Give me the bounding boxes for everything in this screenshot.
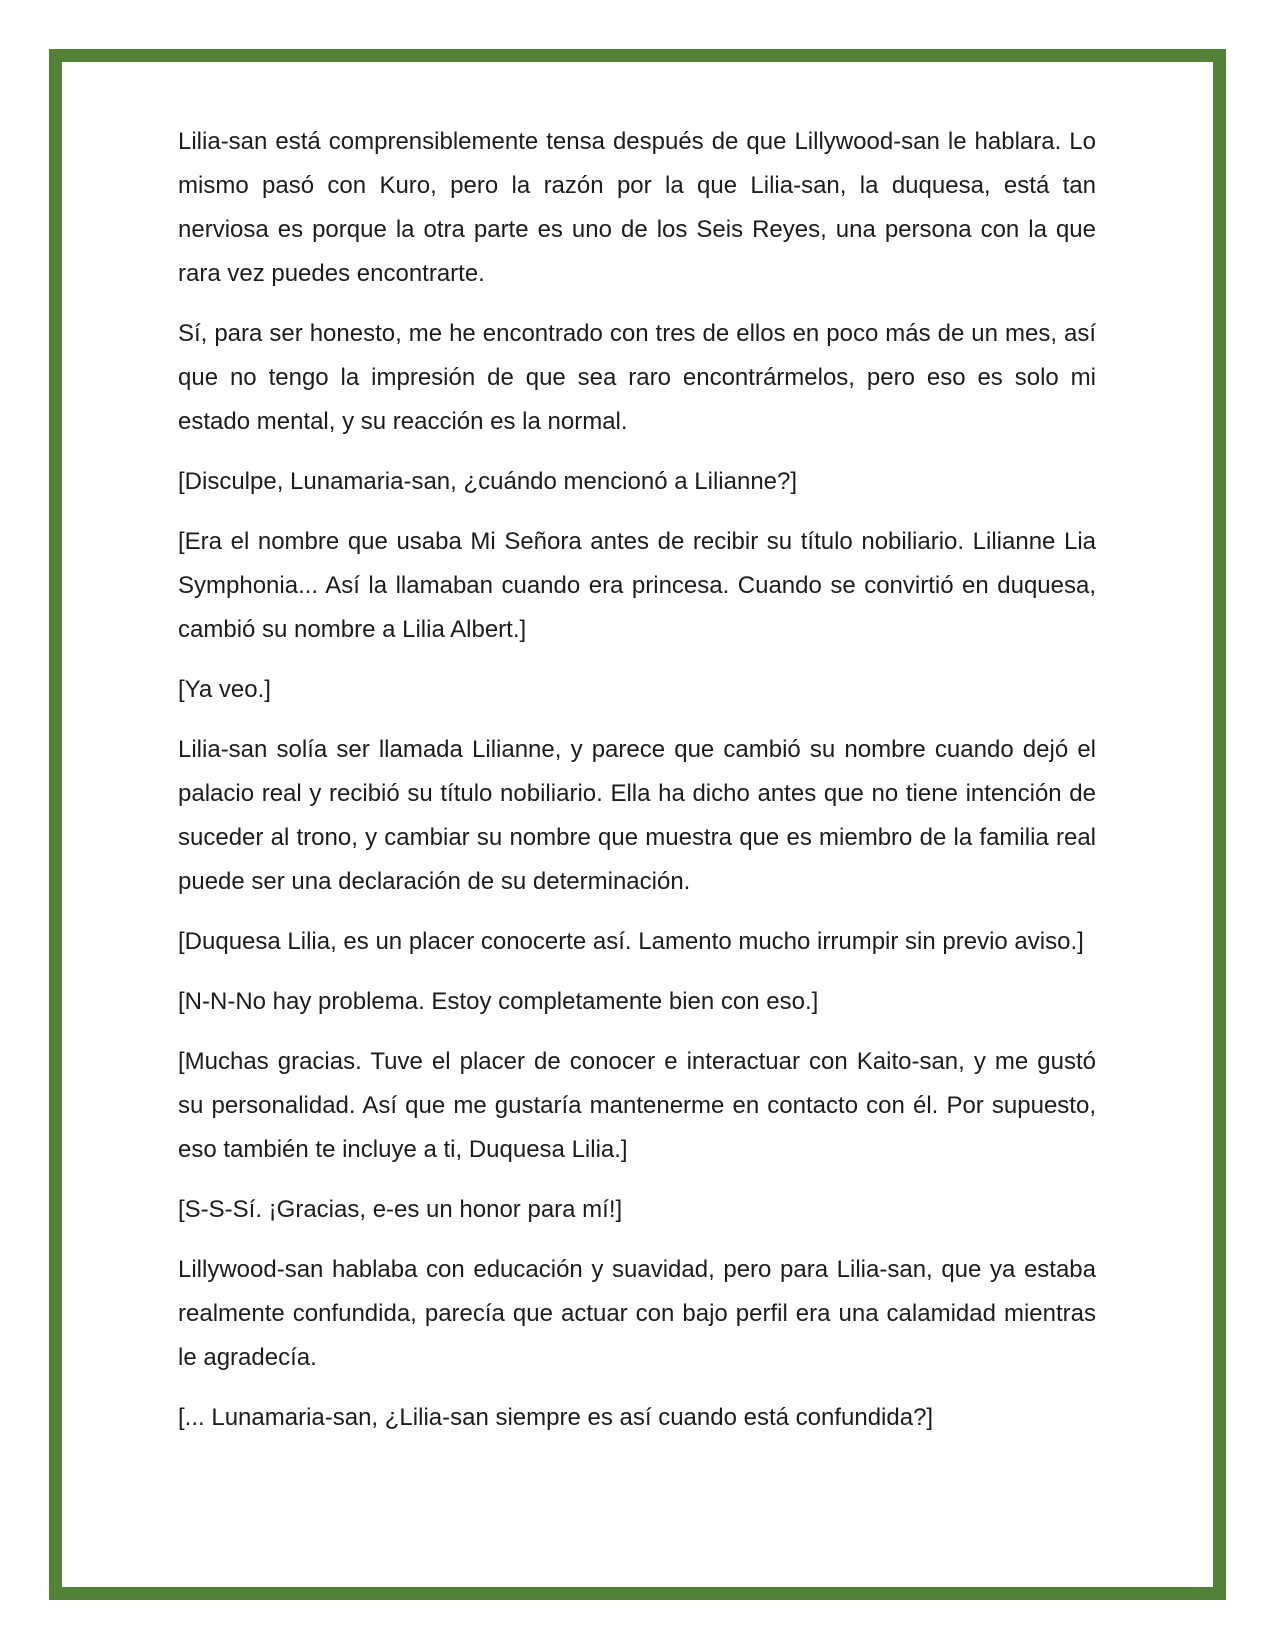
paragraph-2: Sí, para ser honesto, me he encontrado con tres de ellos en poco más de un mes, así que no tengo la impresión de que sea raro encontrármelos, pero eso es solo mi estado mental, y su reacción es la normal. — [178, 320, 1096, 435]
dialogue-line-3: [Disculpe, Lunamaria-san, ¿cuándo mencionó a Lilianne?] — [178, 468, 798, 495]
dialogue-line-8: [N-N-No hay problema. Estoy completamente bien con eso.] — [178, 988, 819, 1015]
dialogue-line-9: [Muchas gracias. Tuve el placer de conocer e interactuar con Kaito-san, y me gustó su personalidad. Así que me gustaría mantenerme en contacto con él. Por supuesto, eso también te incluye a ti, Duquesa Lilia.] — [178, 1048, 1096, 1163]
dialogue-line-4: [Era el nombre que usaba Mi Señora antes de recibir su título nobiliario. Lilianne Lia Symphonia... Así la llamaban cuando era princesa. Cuando se convirtió en duquesa, cambió su nombre a Lilia Albert.] — [178, 528, 1096, 643]
dialogue-line-12: [... Lunamaria-san, ¿Lilia-san siempre es así cuando está confundida?] — [178, 1404, 934, 1431]
dialogue-line-7: [Duquesa Lilia, es un placer conocerte así. Lamento mucho irrumpir sin previo aviso.] — [178, 928, 1084, 955]
paragraph-6: Lilia-san solía ser llamada Lilianne, y parece que cambió su nombre cuando dejó el palacio real y recibió su título nobiliario. Ella ha dicho antes que no tiene intención de suceder al trono, y cambiar su nombre que muestra que es miembro de la familia real puede ser una declaración de su determinación. — [178, 736, 1096, 895]
dialogue-line-10: [S-S-Sí. ¡Gracias, e-es un honor para mí!] — [178, 1196, 623, 1223]
paragraph-11: Lillywood-san hablaba con educación y suavidad, pero para Lilia-san, que ya estaba realmente confundida, parecía que actuar con bajo perfil era una calamidad mientras le agradecía. — [178, 1256, 1096, 1371]
document-body — [178, 120, 1096, 1456]
dialogue-line-5: [Ya veo.] — [178, 676, 271, 703]
paragraph-1: Lilia-san está comprensiblemente tensa después de que Lillywood-san le hablara. Lo mismo pasó con Kuro, pero la razón por la que Lilia-san, la duquesa, está tan nerviosa es porque la otra parte es uno de los Seis Reyes, una persona con la que rara vez puedes encontrarte. — [178, 128, 1096, 287]
